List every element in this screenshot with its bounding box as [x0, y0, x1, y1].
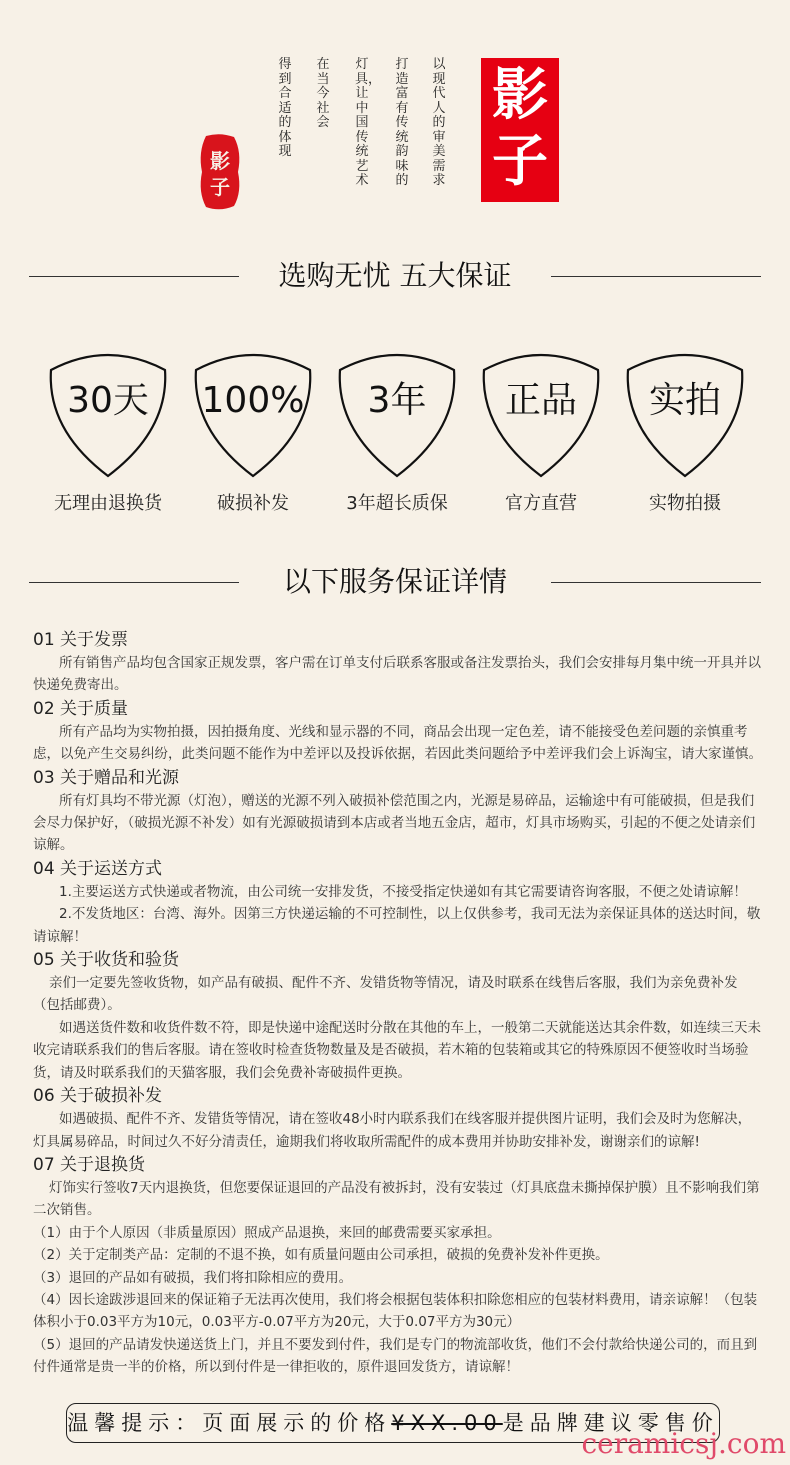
shield-caption: 破损补发 — [217, 493, 289, 514]
divider-right — [551, 582, 761, 583]
svg-text:子: 子 — [210, 175, 230, 199]
shield-value: 30天 — [67, 380, 149, 421]
watermark: ceramicsj.com — [581, 1427, 786, 1460]
section-heading: 05 关于收货和验货 — [33, 950, 180, 971]
notice-suffix: 是品牌建议零售价 — [502, 1411, 719, 1435]
section-paragraph: 所有产品均为实物拍摄，因拍摄角度、光线和显示器的不同，商品会出现一定色差，请不能接受色差问题的亲慎重考虑，以免产生交易纠纷，此类问题不能作为中差评以及投诉依据，若因此类问题给予中差评我们会上诉淘宝，请大家谨慎。 — [33, 723, 762, 763]
brand-char-2: 子 — [492, 128, 548, 194]
list-item: （3）退回的产品如有破损，我们将扣除相应的费用。 — [33, 1269, 353, 1286]
section-paragraph: 所有灯具均不带光源（灯泡），赠送的光源不列入破损补偿范围之内，光源是易碎品，运输途中有可能破损，但是我们会尽力保护好，（破损光源不补发）如有光源破损请到本店或者当地五金店，超市，灯具市场购买，引起的不便之处请亲们谅解。 — [33, 792, 756, 854]
shield-genuine — [478, 348, 604, 480]
vertical-text-col-1: 以现代人的审美需求 — [432, 57, 446, 188]
section-heading: 04 关于运送方式 — [33, 858, 163, 879]
list-item: （1）由于个人原因（非质量原因）照成产品退换，来回的邮费需要买家承担。 — [33, 1224, 501, 1241]
section-heading: 07 关于退换货 — [33, 1154, 146, 1175]
list-item: （2）关于定制类产品：定制的不退不换，如有质量问题由公司承担，破损的免费补发补件更换。 — [33, 1247, 609, 1264]
shield-value: 100% — [201, 380, 305, 421]
brand-seal — [198, 132, 242, 212]
vertical-text-col-2: 打造富有传统韵味的 — [395, 57, 409, 188]
shield-value: 正品 — [504, 380, 577, 421]
shield-value: 实拍 — [648, 380, 721, 421]
guarantee-header — [0, 256, 790, 296]
service-details — [33, 628, 763, 1379]
section-paragraph: 2.不发货地区：台湾、海外。因第三方快递运输的不可控制性，以上仅供参考，我司无法为亲保证具体的送达时间，敬请谅解！ — [33, 906, 761, 945]
vertical-text-col-4: 在当今社会 — [316, 57, 330, 130]
section-heading: 03 关于赠品和光源 — [33, 767, 180, 788]
section-paragraph: 灯饰实行签收7天内退换货，但您要保证退回的产品没有被拆封，没有安装过（灯具底盘未撕掉保护膜）且不影响我们第二次销售。 — [33, 1179, 760, 1219]
section-paragraph: 如遇破损、配件不齐、发错货等情况，请在签收48小时内联系我们在线客服并提供图片证明，我们会及时为您解决，灯具属易碎品，时间过久不好分清责任，逾期我们将收取所需配件的成本费用并协助安排补发，谢谢亲们的谅解! — [33, 1111, 752, 1150]
section-heading: 02 关于质量 — [33, 698, 129, 719]
section-heading: 01 关于发票 — [33, 630, 129, 650]
guarantee-title: 选购无忧 五大保证 — [278, 259, 512, 292]
shield-caption: 官方直营 — [505, 493, 577, 514]
section-paragraph: 如遇送货件数和收货件数不符，即是快递中途配送时分散在其他的车上，一般第二天就能送达其余件数，如连续三天未收完请联系我们的售后客服。请在签收时检查货物数量及是否破损，若木箱的包装箱或其它的特殊原因不便签收时当场验货，请及时联系我们的天猫客服，我们会免费补寄破损件更换。 — [33, 1019, 761, 1081]
list-item: （4）因长途跋涉退回来的保证箱子无法再次使用，我们将会根据包装体积扣除您相应的包装材料费用，请亲谅解！（包装体积小于0.03平方为10元，0.03平方-0.07平方为20元，大于0.07平方为30元） — [33, 1291, 758, 1331]
section-paragraph: 所有销售产品均包含国家正规发票，客户需在订单支付后联系客服或备注发票抬头，我们会安排每月集中统一开具并以快递免费寄出。 — [33, 655, 761, 694]
shield-3years — [334, 348, 460, 480]
notice-price: ¥XX.00 — [391, 1411, 503, 1435]
svg-text:影: 影 — [210, 149, 230, 173]
shield-caption: 3年超长质保 — [346, 493, 448, 514]
vertical-text-col-3: 灯具，让中国传统艺术 — [355, 57, 382, 188]
shield-30days — [45, 348, 171, 480]
brand-char-1: 影 — [492, 62, 548, 128]
notice-prefix: 温馨提示：页面展示的价格 — [67, 1411, 392, 1435]
shield-caption: 实物拍摄 — [649, 493, 721, 514]
list-item: （5）退回的产品请发快递送货上门，并且不要发到付件，我们是专门的物流部收货，他们不会付款给快递公司的，而且到付件通常是贵一半的价格，所以到付件是一律拒收的，原件退回发货方，请谅解！ — [33, 1336, 758, 1376]
section-heading: 06 关于破损补发 — [33, 1086, 163, 1107]
section-paragraph: 亲们一定要先签收货物，如产品有破损、配件不齐、发错货物等情况，请及时联系在线售后客服，我们为亲免费补发（包括邮费）。 — [33, 975, 738, 1014]
divider-right — [551, 276, 761, 277]
service-title: 以下服务保证详情 — [282, 565, 507, 598]
vertical-text-col-5: 得到合适的体现 — [278, 57, 292, 159]
section-paragraph: 1.主要运送方式快递或者物流，由公司统一安排发货，不接受指定快递如有其它需要请咨询客服，不便之处请谅解！ — [59, 883, 747, 900]
shield-real-photo — [622, 348, 748, 480]
brand-logo — [481, 58, 559, 202]
shield-100percent — [190, 348, 316, 480]
service-header — [0, 562, 790, 602]
shield-caption: 无理由退换货 — [54, 493, 162, 514]
shield-value: 3年 — [367, 380, 427, 421]
